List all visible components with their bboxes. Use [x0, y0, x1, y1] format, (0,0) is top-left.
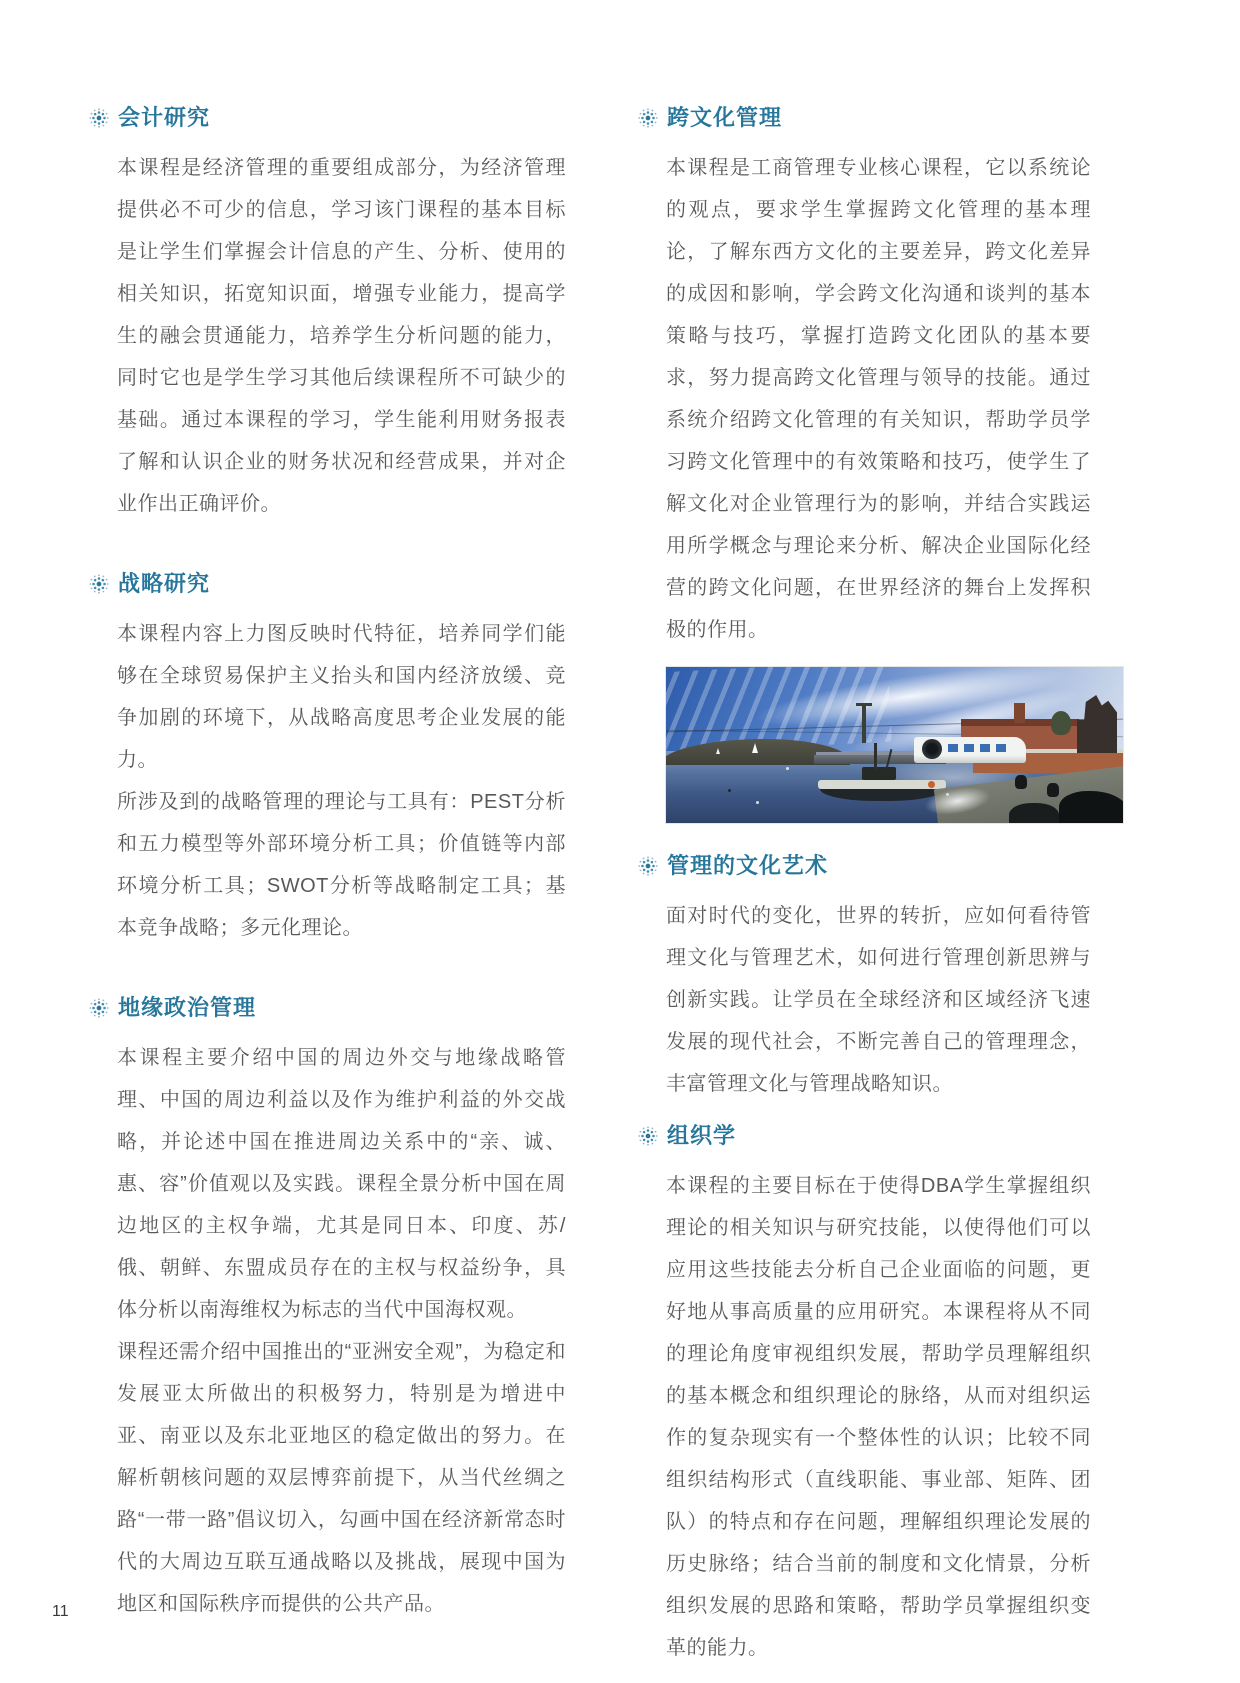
photo-ferry-stack [922, 739, 942, 759]
section-paragraph: 课程还需介绍中国推出的“亚洲安全观”，为稳定和发展亚太所做出的积极努力，特别是为增进中亚、南亚以及东北亚地区的稳定做出的努力。在解析朝核问题的双层博弈前提下，从当代丝绸之路“一带一路”倡议切入，勾画中国在经济新常态时代的大周边互联互通战略以及挑战，展现中国为地区和国际秩序而提供的公共产品。 [117, 1341, 566, 1615]
section-paragraph: 所涉及到的战略管理的理论与工具有：PEST分析和五力模型等外部环境分析工具；价值链等内部环境分析工具；SWOT分析等战略制定工具；基本竞争战略；多元化理论。 [117, 791, 566, 939]
dotted-sunburst-icon [637, 107, 659, 129]
photo-bollard [1047, 783, 1059, 797]
section-accounting-research [88, 103, 568, 525]
dotted-sunburst-icon [88, 107, 110, 129]
right-column [637, 103, 1097, 1683]
photo-tree [1051, 711, 1071, 735]
photo-boat-mast [874, 743, 877, 769]
harbor-photo [666, 667, 1123, 823]
section-paragraph: 本课程的主要目标在于使得DBA学生掌握组织理论的相关知识与研究技能，以使得他们可以应用这些技能去分析自己企业面临的问题，更好地从事高质量的应用研究。本课程将从不同的理论角度审视组织发展，帮助学员理解组织的基本概念和组织理论的脉络，从而对组织运作的复杂现实有一个整体性的认识；比较不同组织结构形式（直线职能、事业部、矩阵、团队）的特点和存在问题，理解组织理论发展的历史脉络；结合当前的制度和文化情景，分析组织发展的思路和策略，帮助学员掌握组织变革的能力。 [666, 1175, 1091, 1659]
photo-mast [856, 703, 872, 706]
photo-chimney [1014, 703, 1025, 723]
section-paragraph: 本课程是经济管理的重要组成部分，为经济管理提供必不可少的信息，学习该门课程的基本目标是让学生们掌握会计信息的产生、分析、使用的相关知识，拓宽知识面，增强专业能力，提高学生的融会贯通能力，培养学生分析问题的能力，同时它也是学生学习其他后续课程所不可缺少的基础。通过本课程的学习，学生能利用财务报表了解和认识企业的财务状况和经营成果，并对企业作出正确评价。 [117, 157, 566, 515]
photo-bollard [1015, 775, 1027, 789]
section-heading [637, 851, 1097, 881]
section-organization-studies [637, 1121, 1097, 1669]
photo-boat-cabin [862, 767, 896, 780]
left-column [88, 103, 568, 1669]
section-paragraph: 本课程主要介绍中国的周边外交与地缘战略管理、中国的周边利益以及作为维护利益的外交战略，并论述中国在推进周边关系中的“亲、诚、惠、容”价值观以及实践。课程全景分析中国在周边地区的主权争端，尤其是同日本、印度、苏/俄、朝鲜、东盟成员存在的主权与权益纷争，具体分析以南海维权为标志的当代中国海权观。 [117, 1047, 566, 1321]
page-number: 11 [52, 1603, 69, 1620]
dotted-sunburst-icon [88, 997, 110, 1019]
section-heading [88, 569, 568, 599]
photo-ferry-lettering [948, 744, 1008, 752]
section-heading [88, 103, 568, 133]
section-paragraph: 本课程内容上力图反映时代特征，培养同学们能够在全球贸易保护主义抬头和国内经济放缓、竞争加剧的环境下，从战略高度思考企业发展的能力。 [117, 623, 566, 771]
section-heading [88, 993, 568, 1023]
dotted-sunburst-icon [637, 1125, 659, 1147]
section-strategy-research [88, 569, 568, 949]
section-culture-art-of-management [637, 851, 1097, 1105]
section-title: 战略研究 [118, 571, 211, 596]
photo-dark-boat [1009, 803, 1059, 823]
section-heading [637, 1121, 1097, 1151]
dotted-sunburst-icon [88, 573, 110, 595]
photo-mast [862, 703, 866, 743]
section-geopolitics-management [88, 993, 568, 1625]
dotted-sunburst-icon [637, 855, 659, 877]
section-cross-cultural-management [637, 103, 1097, 651]
section-title: 跨文化管理 [667, 105, 783, 130]
section-heading [637, 103, 1097, 133]
section-title: 会计研究 [118, 105, 211, 130]
section-paragraph: 面对时代的变化，世界的转折，应如何看待管理文化与管理艺术，如何进行管理创新思辨与创新实践。让学员在全球经济和区域经济飞速发展的现代社会，不断完善自己的管理理念，丰富管理文化与管理战略知识。 [666, 905, 1091, 1095]
section-title: 管理的文化艺术 [667, 853, 829, 878]
section-title: 地缘政治管理 [118, 995, 257, 1020]
section-title: 组织学 [667, 1123, 737, 1148]
photo-dark-boat [1059, 791, 1123, 823]
photo-buoys [786, 767, 789, 770]
section-paragraph: 本课程是工商管理专业核心课程，它以系统论的观点，要求学生掌握跨文化管理的基本理论，了解东西方文化的主要差异，跨文化差异的成因和影响，学会跨文化沟通和谈判的基本策略与技巧，掌握打造跨文化团队的基本要求，努力提高跨文化管理与领导的技能。通过系统介绍跨文化管理的有关知识，帮助学员学习跨文化管理中的有效策略和技巧，使学生了解文化对企业管理行为的影响，并结合实践运用所学概念与理论来分析、解决企业国际化经营的跨文化问题，在世界经济的舞台上发挥积极的作用。 [666, 157, 1091, 641]
